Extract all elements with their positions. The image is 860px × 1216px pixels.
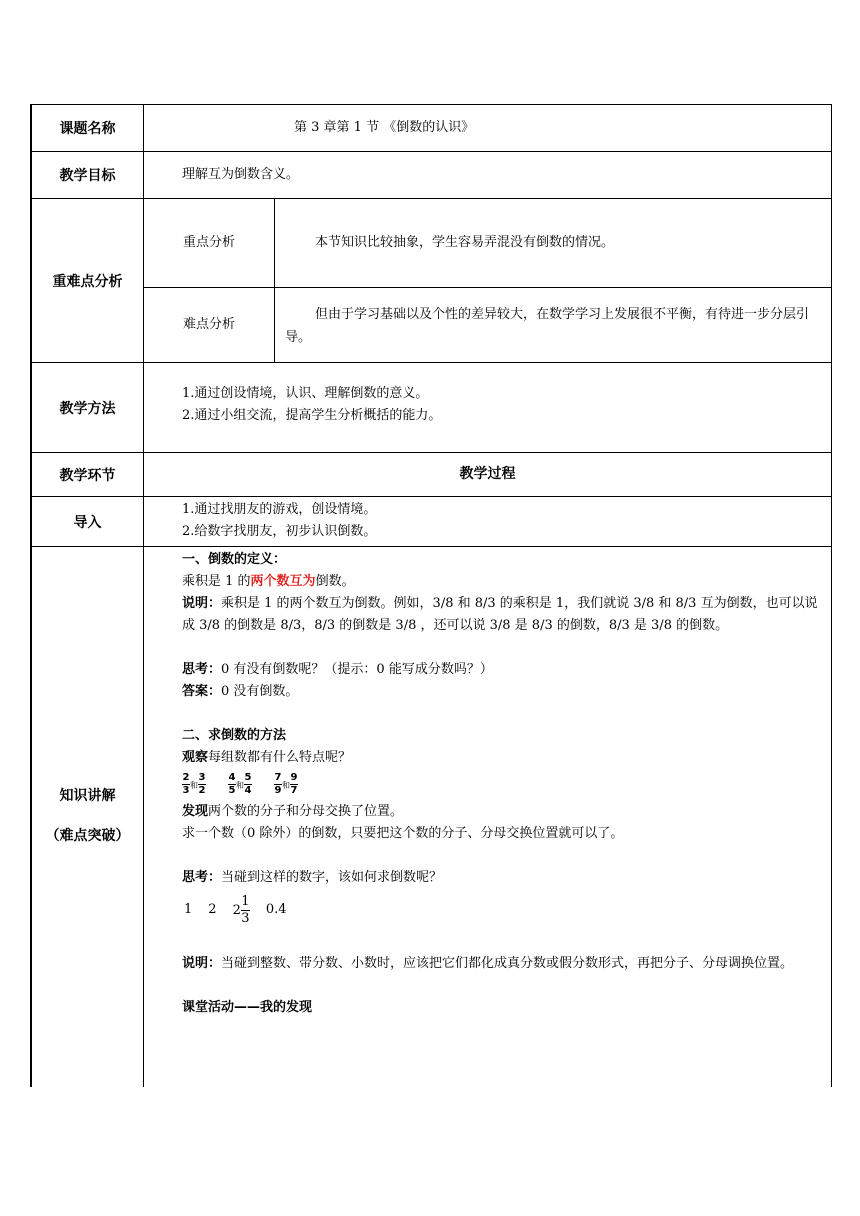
keypoints-label: 重难点分析	[32, 199, 144, 362]
example-decimal: 0.4	[265, 902, 287, 917]
knowledge-row	[32, 547, 831, 1087]
key-analysis-text: 本节知识比较抽象，学生容易弄混没有倒数的情况。	[315, 235, 615, 250]
note2-line	[182, 953, 819, 975]
think-label: 思考：	[182, 662, 222, 677]
fraction-7-9: $\frac{7}{9}$	[274, 772, 282, 796]
fraction-9-7: $\frac{9}{7}$	[290, 772, 298, 796]
method-label: 教学方法	[32, 363, 144, 452]
difficult-analysis-label: 难点分析	[144, 288, 275, 362]
think2-line	[182, 867, 823, 889]
topic-row	[32, 105, 831, 152]
method-heading: 二、求倒数的方法	[182, 728, 287, 743]
answer-text: 0 没有倒数。	[221, 684, 299, 699]
note-label: 说明：	[182, 596, 222, 611]
key-analysis-label: 重点分析	[144, 199, 275, 287]
keypoints-body	[144, 199, 831, 362]
example-mixed: 2 $\frac{1}{3}$	[232, 893, 250, 926]
knowledge-label-cell	[32, 547, 144, 1087]
lesson-plan-table	[30, 104, 829, 1087]
think-line	[182, 659, 823, 681]
intro-line-1: 1.通过找朋友的游戏，创设情境。	[182, 502, 377, 517]
fraction-pairs	[182, 769, 823, 801]
note-text: 乘积是 1 的两个数互为倒数。例如，3/8 和 8/3 的乘积是 1，我们就说 3/8 和 8/3 互为倒数，也可以说成 3/8 的倒数是 8/3，8/3 的倒数是 3/8 ，还可以说 3/8 是 8/3 的倒数，8/3 是 3/8 的倒数。	[182, 596, 818, 633]
topic-label: 课题名称	[32, 105, 144, 151]
observe-text: 每组数都有什么特点呢？	[208, 750, 352, 765]
fraction-5-4: $\frac{5}{4}$	[244, 772, 252, 796]
goal-label: 教学目标	[32, 152, 144, 198]
fraction-2-3: $\frac{2}{3}$	[182, 772, 190, 796]
intro-row	[32, 497, 831, 547]
example-2: 2	[208, 902, 217, 917]
note2-text: 当碰到整数、带分数、小数时，应该把它们都化成真分数或假分数形式，再把分子、分母调换位置。	[221, 956, 794, 971]
goal-row	[32, 152, 831, 199]
intro-line-2: 2.给数字找朋友，初步认识倒数。	[182, 524, 377, 539]
method-row	[32, 363, 831, 453]
answer-label: 答案：	[182, 684, 222, 699]
stage-row	[32, 453, 831, 497]
topic-value: 第 3 章第 1 节 《倒数的认识》	[294, 120, 475, 135]
observe-line	[182, 747, 823, 769]
number-examples	[182, 889, 823, 931]
definition-note	[182, 593, 821, 637]
method-line-2: 2.通过小组交流，提高学生分析概括的能力。	[182, 408, 442, 423]
key-analysis	[144, 199, 831, 288]
fraction-4-5: $\frac{4}{5}$	[228, 772, 236, 796]
example-1: 1	[184, 902, 193, 917]
find-label: 发现	[182, 804, 209, 819]
intro-body	[144, 497, 831, 546]
goal-value: 理解互为倒数含义。	[182, 167, 300, 182]
think2-label: 思考：	[182, 870, 222, 885]
difficult-analysis-text: 但由于学习基础以及个性的差异较大，在数学学习上发展很不平衡，有待进一步分层引导。	[285, 307, 810, 345]
method-body	[144, 363, 831, 452]
stage-label: 教学环节	[32, 453, 144, 496]
note2-label: 说明：	[182, 956, 222, 971]
intro-label: 导入	[32, 497, 144, 546]
fraction-pair-3: $\frac{7}{9}$ 和 $\frac{9}{7}$	[274, 772, 298, 796]
keypoints-row	[32, 199, 831, 363]
think-text: 0 有没有倒数呢？（提示：0 能写成分数吗？）	[221, 662, 493, 677]
lesson-plan-grid	[30, 104, 832, 1087]
answer-line	[182, 681, 823, 703]
difficult-analysis	[144, 288, 831, 362]
definition-heading: 一、倒数的定义：	[182, 552, 287, 567]
rule-line: 求一个数（0 除外）的倒数，只要把这个数的分子、分母交换位置就可以了。	[182, 826, 624, 841]
fraction-3-2: $\frac{3}{2}$	[198, 772, 206, 796]
fraction-pair-1: $\frac{2}{3}$ 和 $\frac{3}{2}$	[182, 772, 206, 796]
find-line	[182, 801, 823, 823]
activity-heading: 课堂活动——我的发现	[182, 1000, 313, 1015]
method-line-1: 1.通过创设情境，认识、理解倒数的意义。	[182, 386, 429, 401]
definition-highlight: 两个数互为	[250, 574, 316, 589]
definition-pre: 乘积是 1 的	[182, 574, 251, 589]
knowledge-label: 知识讲解	[59, 788, 116, 804]
knowledge-body	[144, 547, 831, 1087]
knowledge-sublabel: （难点突破）	[45, 828, 130, 844]
think2-text: 当碰到这样的数字，该如何求倒数呢？	[221, 870, 443, 885]
observe-label: 观察	[182, 750, 209, 765]
find-text: 两个数的分子和分母交换了位置。	[208, 804, 404, 819]
definition-line	[182, 571, 823, 593]
stage-value: 教学过程	[459, 466, 516, 482]
fraction-pair-2: $\frac{4}{5}$ 和 $\frac{5}{4}$	[228, 772, 252, 796]
definition-post: 倒数。	[315, 574, 355, 589]
